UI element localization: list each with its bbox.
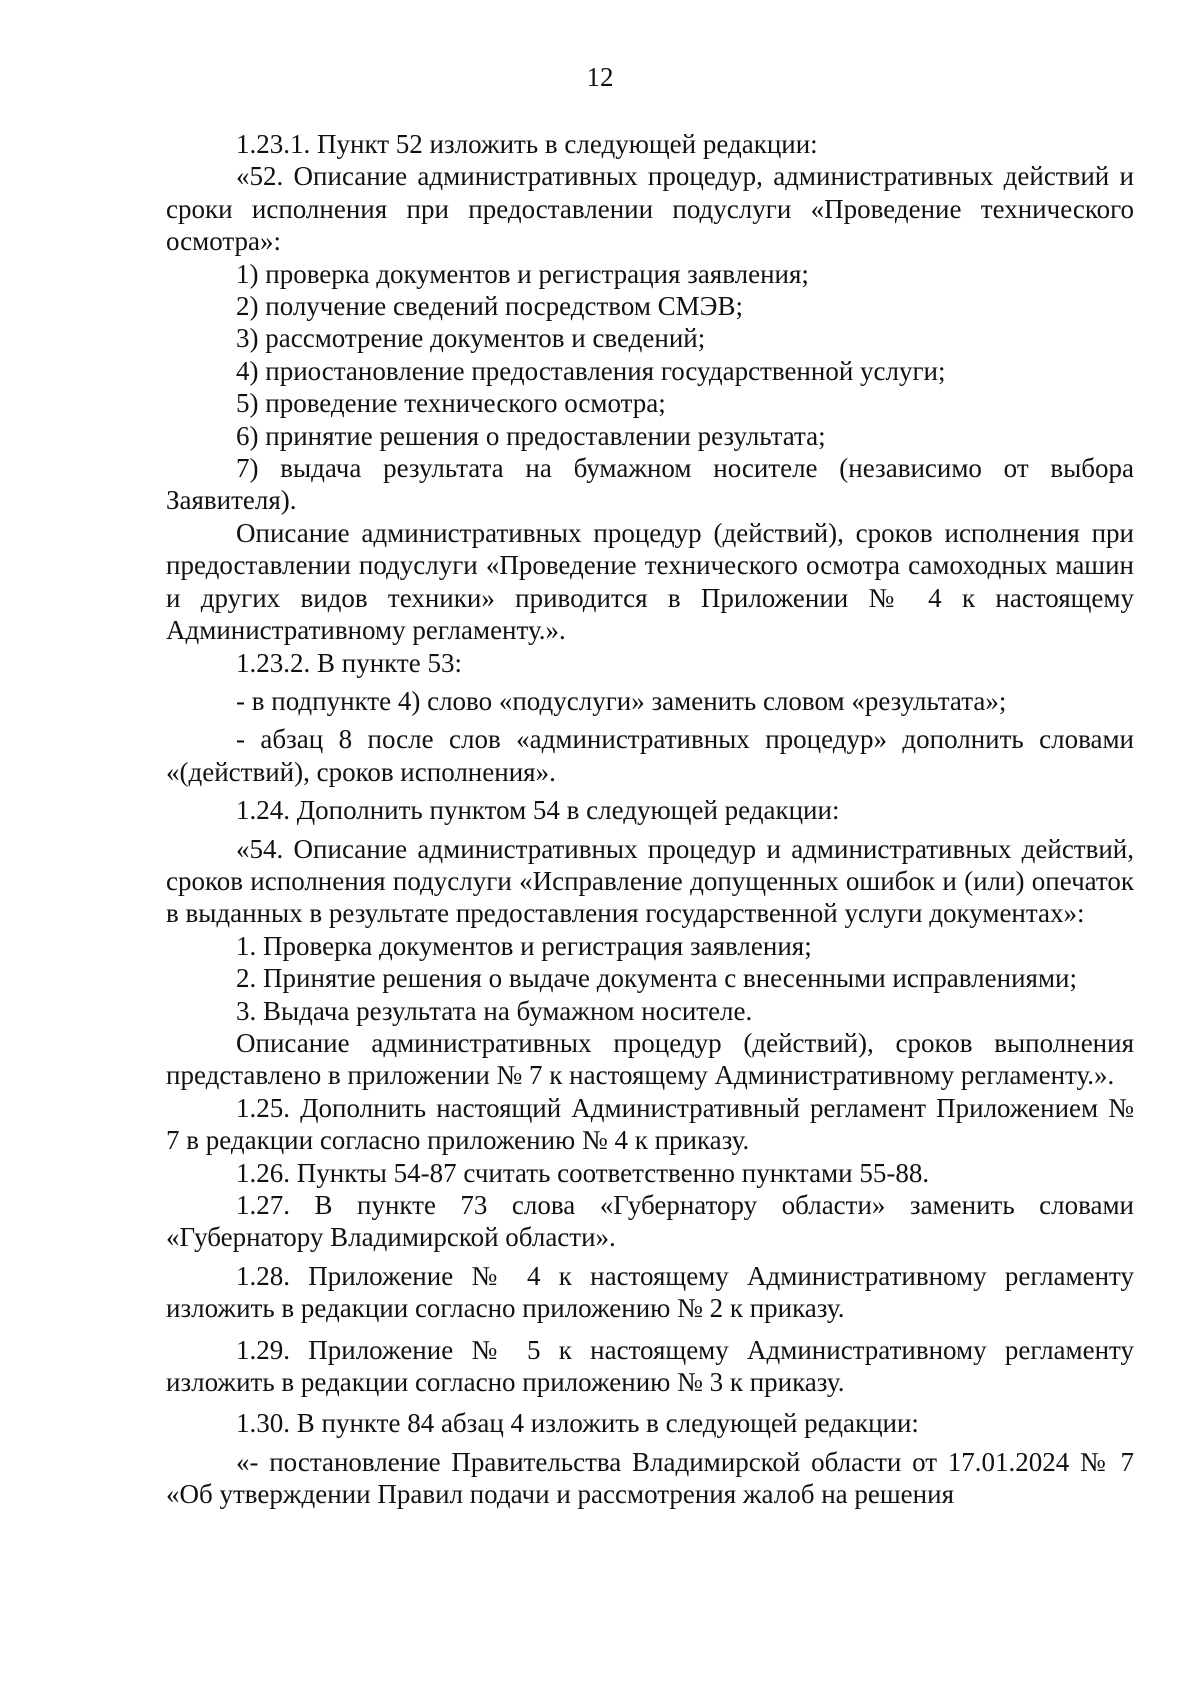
paragraph: «52. Описание административных процедур, административных действий и сроки исполнения при предоставлении подуслуги «Проведение технического осмотра»: [166,161,1134,257]
paragraph: «54. Описание административных процедур и административных действий, сроков исполнения подуслуги «Исправление допущенных ошибок и (или) опечаток в выданных в результате предоставления государственной услуги документах»: [166,833,1134,929]
paragraph: 1. Проверка документов и регистрация заявления; [236,930,812,961]
paragraph: 1.28. Приложение № 4 к настоящему Административному регламенту изложить в редакции согласно приложению № 2 к приказу. [166,1260,1134,1324]
page-number: 12 [586,62,614,92]
paragraph: 2. Принятие решения о выдаче документа с внесенными исправлениями; [236,963,1077,994]
paragraph: 1.23.2. В пункте 53: [236,647,462,678]
paragraph: 2) получение сведений посредством СМЭВ; [236,291,744,322]
paragraph: - в подпункте 4) слово «подуслуги» заменить словом «результата»; [236,685,1007,716]
paragraph: 7) выдача результата на бумажном носителе (независимо от выбора Заявителя). [166,453,1134,516]
paragraph: 1.24. Дополнить пунктом 54 в следующей редакции: [236,795,840,826]
paragraph: 1.26. Пункты 54-87 считать соответственно пунктами 55-88. [236,1157,930,1188]
paragraph: 5) проведение технического осмотра; [236,388,666,419]
paragraph: 1) проверка документов и регистрация заявления; [236,258,809,289]
paragraph: 3) рассмотрение документов и сведений; [236,323,706,354]
paragraph: 1.30. В пункте 84 абзац 4 изложить в следующей редакции: [236,1408,919,1439]
paragraph: 4) приостановление предоставления государственной услуги; [236,355,946,386]
paragraph: 1.29. Приложение № 5 к настоящему Административному регламенту изложить в редакции согласно приложению № 3 к приказу. [166,1334,1134,1398]
paragraph: Описание административных процедур (действий), сроков исполнения при предоставлении подуслуги «Проведение технического осмотра самоходных машин и других видов техники» приводится в Приложении № 4 к настоящему Административному регламенту.». [166,517,1134,646]
paragraph: 6) принятие решения о предоставлении результата; [236,420,826,451]
paragraph: - абзац 8 после слов «административных процедур» дополнить словами «(действий), сроков исполнения». [166,724,1134,787]
paragraph: 1.27. В пункте 73 слова «Губернатору области» заменить словами «Губернатору Владимирской области». [166,1190,1134,1253]
paragraph: 3. Выдача результата на бумажном носителе. [236,995,753,1026]
document-body [166,128,1134,1511]
paragraph: «- постановление Правительства Владимирской области от 17.01.2024 № 7 «Об утверждении Правил подачи и рассмотрения жалоб на решения [166,1446,1134,1510]
paragraph: 1.25. Дополнить настоящий Административный регламент Приложением № 7 в редакции согласно приложению № 4 к приказу. [166,1092,1134,1156]
paragraph: 1.23.1. Пункт 52 изложить в следующей редакции: [236,129,818,159]
paragraph: Описание административных процедур (действий), сроков выполнения представлено в приложении № 7 к настоящему Административному регламенту.». [166,1027,1134,1091]
